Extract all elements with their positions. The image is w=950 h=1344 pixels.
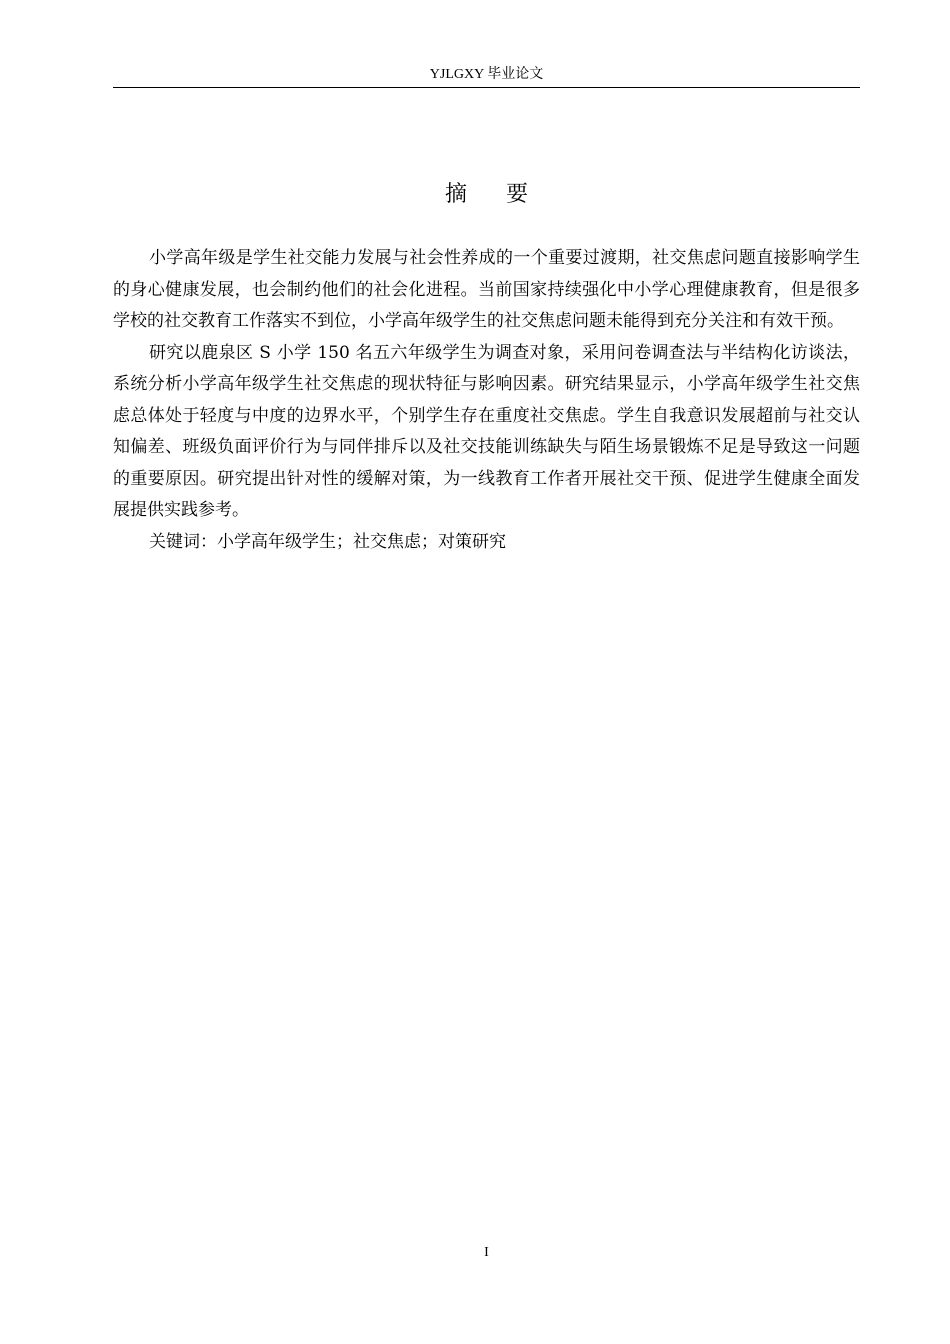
- keywords-line: [113, 527, 860, 559]
- abstract-body: [113, 243, 860, 558]
- abstract-title: 摘 要: [445, 182, 544, 207]
- header-text: YJLGXY 毕业论文: [429, 67, 544, 82]
- page-header: [113, 66, 860, 88]
- abstract-paragraph: 研究以鹿泉区 S 小学 150 名五六年级学生为调查对象，采用问卷调查法与半结构化访谈法，系统分析小学高年级学生社交焦虑的现状特征与影响因素。研究结果显示，小学高年级学生社交焦虑总体处于轻度与中度的边界水平，个别学生存在重度社交焦虑。学生自我意识发展超前与社交认知偏差、班级负面评价行为与同伴排斥以及社交技能训练缺失与陌生场景锻炼不足是导致这一问题的重要原因。研究提出针对性的缓解对策，为一线教育工作者开展社交干预、促进学生健康全面发展提供实践参考。: [113, 342, 860, 520]
- keywords-value: 小学高年级学生；社交焦虑；对策研究: [217, 531, 506, 552]
- page-number: I: [484, 1245, 489, 1260]
- keywords-label: 关键词：: [149, 531, 217, 552]
- abstract-paragraph: 小学高年级是学生社交能力发展与社会性养成的一个重要过渡期，社交焦虑问题直接影响学生的身心健康发展，也会制约他们的社会化进程。当前国家持续强化中小学心理健康教育，但是很多学校的社交教育工作落实不到位，小学高年级学生的社交焦虑问题未能得到充分关注和有效干预。: [113, 248, 860, 331]
